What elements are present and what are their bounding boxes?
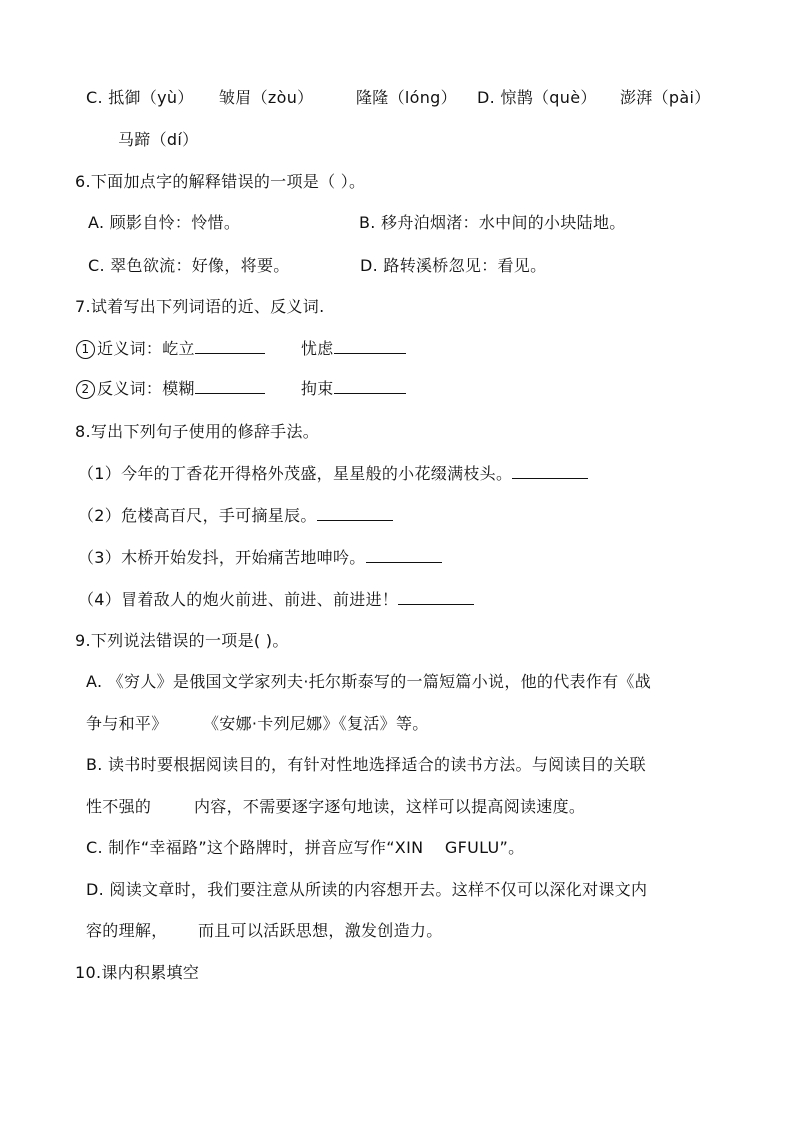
answer-blank[interactable] [512, 464, 588, 479]
q8-sentence-1: （1）今年的丁香花开得格外茂盛，星星般的小花缀满枝头。 [78, 464, 588, 484]
q5-word-rumble: 隆隆（lóng） [356, 88, 457, 107]
q6-option-a: A. 顾影自怜：怜惜。 [88, 213, 241, 232]
q9-option-d-line1: D. 阅读文章时，我们要注意从所读的内容想开去。这样不仅可以深化对课文内 [86, 880, 648, 899]
q7-item-synonyms [76, 339, 334, 359]
answer-blank[interactable] [195, 379, 265, 394]
q6-option-d: D. 路转溪桥忽见：看见。 [360, 256, 547, 275]
q7-item-antonyms [76, 379, 334, 399]
q10-stem: 10.课内积累填空 [75, 963, 200, 982]
q7-antonym-word2: 拘束 [301, 379, 406, 399]
q7-synonym-label: 近义词：屹立 [97, 339, 195, 358]
q6-option-c: C. 翠色欲流：好像，将要。 [88, 256, 290, 275]
q6-stem: 6.下面加点字的解释错误的一项是（ ）。 [75, 172, 366, 191]
q5-word-hoof: 马蹄（dí） [118, 130, 199, 149]
answer-blank[interactable] [366, 548, 442, 563]
q7-stem: 7.试着写出下列词语的近、反义词. [75, 297, 325, 316]
q5-option-c: C. 抵御（yù） [86, 88, 194, 107]
q5-word-surge: 澎湃（pài） [620, 88, 711, 107]
answer-blank[interactable] [317, 506, 393, 521]
q7-antonym-label: 反义词：模糊 [97, 379, 195, 398]
answer-blank[interactable] [398, 590, 474, 605]
q8-sentence-4: （4）冒着敌人的炮火前进、前进、前进进！ [78, 590, 474, 610]
worksheet-page: C. 抵御（yù） 皱眉（zòu） 隆隆（lóng） D. 惊鹊（què） 澎湃（pài） 马蹄（dí） 6.下面加点字的解释错误的一项是（ ）。 A. 顾影自怜：怜惜。 B. 移舟泊烟渚：水中间的小块陆地。 C. 翠色欲流：好像，将要。 D. 路转溪桥忽见：看见。 7.试着写出下列词语的近、反义词. 1 近义词：屹立 忧虑 2 反义词：模糊 拘束 8.写出下列句子使用的修辞手法。 （1）今年的丁香花开得格外茂盛，星星般的小花缀满枝头。 （2）危楼高百尺，手可摘星辰。 （3）木桥开始发抖，开始痛苦地呻吟。 （4）冒着敌人的炮火前进、前进、前进进！ 9.下列说法错误的一项是( )。 A. 《穷人》是俄国文学家列夫·托尔斯泰写的一篇短篇小说，他的代表作有《战 争与和平》 《安娜·卡列尼娜》《复活》等。 B. 读书时要根据阅读目的，有针对性地选择适合的读书方法。与阅读目的关联 性不强的 内容，不需要逐字逐句地读，这样可以提高阅读速度。 C. 制作“幸福路”这个路牌时，拼音应写作“XIN GFULU”。 D. 阅读文章时，我们要注意从所读的内容想开去。这样不仅可以深化对课文内 容的理解， 而且可以活跃思想，激发创造力。 10.课内积累填空 [75, 88, 711, 982]
q5-word-frown: 皱眉（zòu） [219, 88, 314, 107]
q8-stem: 8.写出下列句子使用的修辞手法。 [75, 422, 320, 441]
q6-option-b: B. 移舟泊烟渚：水中间的小块陆地。 [359, 213, 626, 232]
answer-blank[interactable] [334, 339, 406, 354]
q5-option-d: D. 惊鹊（què） [477, 88, 597, 107]
q8-sentence-2: （2）危楼高百尺，手可摘星辰。 [78, 506, 393, 526]
q9-option-c: C. 制作“幸福路”这个路牌时，拼音应写作“XIN GFULU”。 [86, 838, 525, 857]
answer-blank[interactable] [334, 379, 406, 394]
circled-number-2: 2 [76, 380, 95, 399]
q9-stem: 9.下列说法错误的一项是( )。 [75, 631, 289, 650]
circled-number-1: 1 [76, 340, 95, 359]
q7-synonym-word2: 忧虑 [301, 339, 406, 359]
q9-option-b-line1: B. 读书时要根据阅读目的，有针对性地选择适合的读书方法。与阅读目的关联 [86, 755, 646, 774]
q9-option-a-line1: A. 《穷人》是俄国文学家列夫·托尔斯泰写的一篇短篇小说，他的代表作有《战 [86, 672, 652, 691]
q8-sentence-3: （3）木桥开始发抖，开始痛苦地呻吟。 [78, 548, 442, 568]
answer-blank[interactable] [195, 339, 265, 354]
